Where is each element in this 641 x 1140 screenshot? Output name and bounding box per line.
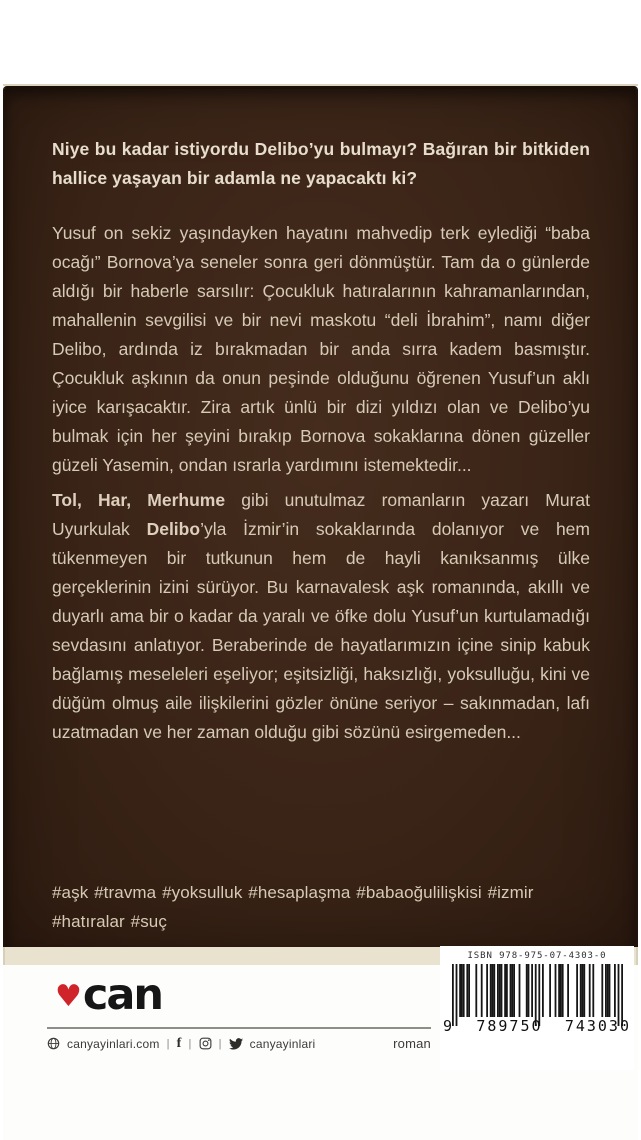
publisher-logo	[55, 970, 163, 1020]
separator: |	[218, 1037, 222, 1050]
facebook-icon: f	[176, 1035, 182, 1051]
social-handle-text: canyayinlari	[249, 1036, 316, 1051]
paragraph-2-text-a: gibi unutulmaz romanların yazarı Murat Uyurkulak	[52, 490, 590, 539]
instagram-icon	[199, 1037, 212, 1050]
website-text: canyayinlari.com	[67, 1036, 160, 1051]
barcode-box	[440, 946, 634, 1070]
footer-rule	[47, 1027, 431, 1029]
twitter-icon	[229, 1038, 243, 1050]
separator: |	[166, 1037, 170, 1050]
book-back-cover	[3, 84, 638, 1140]
barcode-digits-right: 743030	[564, 1017, 631, 1035]
paragraph-2-text-b: ’yla İzmir’in sokaklarında dolanıyor ve hem tükenmeyen bir tutkunun hem de hayli kanıksanmış ülke gerçeklerinin izini sürüyor. Bu karnavalesk aşk romanında, akıllı ve duyarlı ama bir o kadar da yaralı ve öfke dolu Yusuf’un kurtulamadığı sevdasını anlatıyor. Beraberinde de hayatlarımızın içine sinip kabuk bağlamış meseleleri eşeliyor; eşitsizliği, haksızlığı, yoksulluğu, kini ve düğüm olmuş aile ilişkilerini gözler önüne seriyor – sakınmadan, lafı uzatmadan ve her zaman olduğu gibi sözünü esirgemeden...	[52, 519, 590, 742]
synopsis-paragraph-1: Yusuf on sekiz yaşındayken hayatını mahvedip terk eylediği “baba ocağı” Bornova’ya seneler sonra geri dönmüştür. Tam da o günlerde aldığı bir haberle sarsılır: Çocukluk hatıralarının kahramanlarından, mahallenin sevgilisi ve bir nevi maskotu “deli İbrahim”, namı diğer Delibo, ardında iz bırakmadan bir anda sırra kadem basmıştır. Çocukluk aşkının da onun peşinde olduğunu öğrenen Yusuf’un aklı iyice karışacaktır. Zira artık ünlü bir dizi yıldızı olan ve Delibo’yu bulmak için her şeyini bırakıp Bornova sokaklarına dönen güzeller güzeli Yasemin, ondan ısrarla yardımını istemektedir...	[52, 223, 590, 475]
genre-label: roman	[393, 1036, 431, 1051]
isbn-label: ISBN 978-975-07-4303-0	[467, 951, 607, 961]
book-title: Delibo	[146, 519, 201, 539]
synopsis-paragraph-2	[52, 486, 590, 747]
cover-brown-panel	[3, 86, 638, 947]
hashtags-text: #aşk #travma #yoksulluk #hesaplaşma #babaoğulilişkisi #izmir #hatıralar #suç	[52, 883, 534, 931]
back-cover-headline: Niye bu kadar istiyordu Delibo’yu bulmayı? Bağıran bir bitkiden hallice yaşayan bir adamla ne yapacaktı ki?	[52, 139, 590, 188]
barcode-digits-mid: 789750	[476, 1017, 543, 1035]
publisher-name: can	[82, 970, 163, 1020]
footer-social-row	[47, 1036, 431, 1051]
globe-icon	[47, 1037, 60, 1050]
heart-icon: ♥	[55, 979, 82, 1015]
other-book-titles: Tol, Har, Merhume	[52, 490, 226, 510]
separator: |	[188, 1037, 192, 1050]
barcode-digit-left: 9	[443, 1017, 455, 1035]
barcode-digits	[443, 1017, 631, 1035]
